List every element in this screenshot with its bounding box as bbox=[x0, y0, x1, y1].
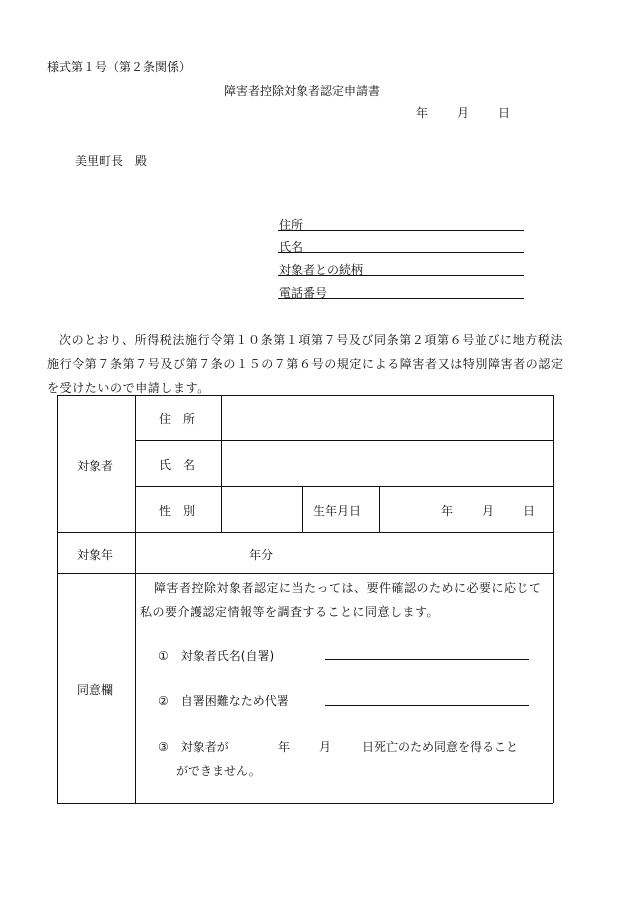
birthdate-label: 生年月日 bbox=[313, 504, 362, 518]
date-day-label: 日 bbox=[498, 106, 511, 120]
table-border-bottom bbox=[57, 803, 553, 804]
birthdate-field[interactable] bbox=[380, 487, 552, 531]
consent-item-deceased-prefix: ③ 対象者が bbox=[158, 740, 229, 754]
applicant-phone-label: 電話番号 bbox=[279, 286, 328, 300]
target-year-suffix: 年分 bbox=[249, 548, 274, 562]
form-number: 様式第１号（第２条関係） bbox=[47, 60, 192, 74]
target-year-field[interactable] bbox=[136, 533, 246, 572]
subject-sex-field[interactable] bbox=[222, 487, 301, 531]
row-divider bbox=[57, 573, 553, 574]
proxy-signature-line[interactable] bbox=[325, 705, 529, 706]
deceased-year-label: 年 bbox=[278, 740, 291, 754]
self-signature-line[interactable] bbox=[325, 659, 529, 660]
applicant-address-label: 住所 bbox=[279, 218, 304, 232]
date-year-label: 年 bbox=[416, 106, 429, 120]
column-divider bbox=[302, 486, 303, 532]
subject-sex-label: 性 別 bbox=[159, 504, 196, 518]
deceased-month-label: 月 bbox=[319, 740, 332, 754]
consent-statement: 障害者控除対象者認定に当たっては、要件確認のために必要に応じて私の要介護認定情報等を調査することに同意します。 bbox=[140, 581, 542, 619]
subject-name-label: 氏 名 bbox=[159, 458, 196, 472]
deceased-day-text: 日死亡のため同意を得ること bbox=[362, 740, 519, 754]
applicant-address-field[interactable] bbox=[278, 218, 524, 231]
consent-label: 同意欄 bbox=[77, 683, 114, 697]
applicant-relation-field[interactable] bbox=[278, 263, 524, 276]
addressee: 美里町長 殿 bbox=[75, 154, 148, 168]
birth-month-label: 月 bbox=[482, 504, 495, 518]
consent-item-self-signature: ① 対象者氏名(自署) bbox=[158, 649, 275, 663]
birth-year-label: 年 bbox=[441, 504, 454, 518]
consent-item-deceased-continuation: ができません。 bbox=[176, 764, 261, 778]
date-month-label: 月 bbox=[457, 106, 470, 120]
subject-label: 対象者 bbox=[77, 459, 114, 473]
table-border-right bbox=[553, 395, 554, 803]
target-year-label: 対象年 bbox=[77, 548, 114, 562]
document-title: 障害者控除対象者認定申請書 bbox=[224, 84, 381, 98]
subject-address-field[interactable] bbox=[222, 396, 552, 439]
subject-address-label: 住 所 bbox=[159, 412, 196, 426]
applicant-relation-label: 対象者との続柄 bbox=[279, 263, 364, 277]
applicant-name-label: 氏名 bbox=[279, 240, 304, 254]
consent-item-proxy-signature: ② 自署困難なため代署 bbox=[158, 694, 289, 708]
table-border-left bbox=[57, 395, 58, 803]
subject-name-field[interactable] bbox=[222, 441, 552, 485]
applicant-phone-field[interactable] bbox=[278, 286, 524, 299]
row-divider bbox=[57, 532, 553, 533]
column-divider bbox=[135, 395, 136, 803]
applicant-name-field[interactable] bbox=[278, 240, 524, 253]
birth-day-label: 日 bbox=[523, 504, 536, 518]
application-statement: 次のとおり、所得税法施行令第１０条第１項第７号及び同条第２項第６号並びに地方税法施行令第７条第７号及び第７条の１５の７第６号の規定による障害者又は特別障害者の認定を受けたいので申請します。 bbox=[47, 333, 564, 395]
